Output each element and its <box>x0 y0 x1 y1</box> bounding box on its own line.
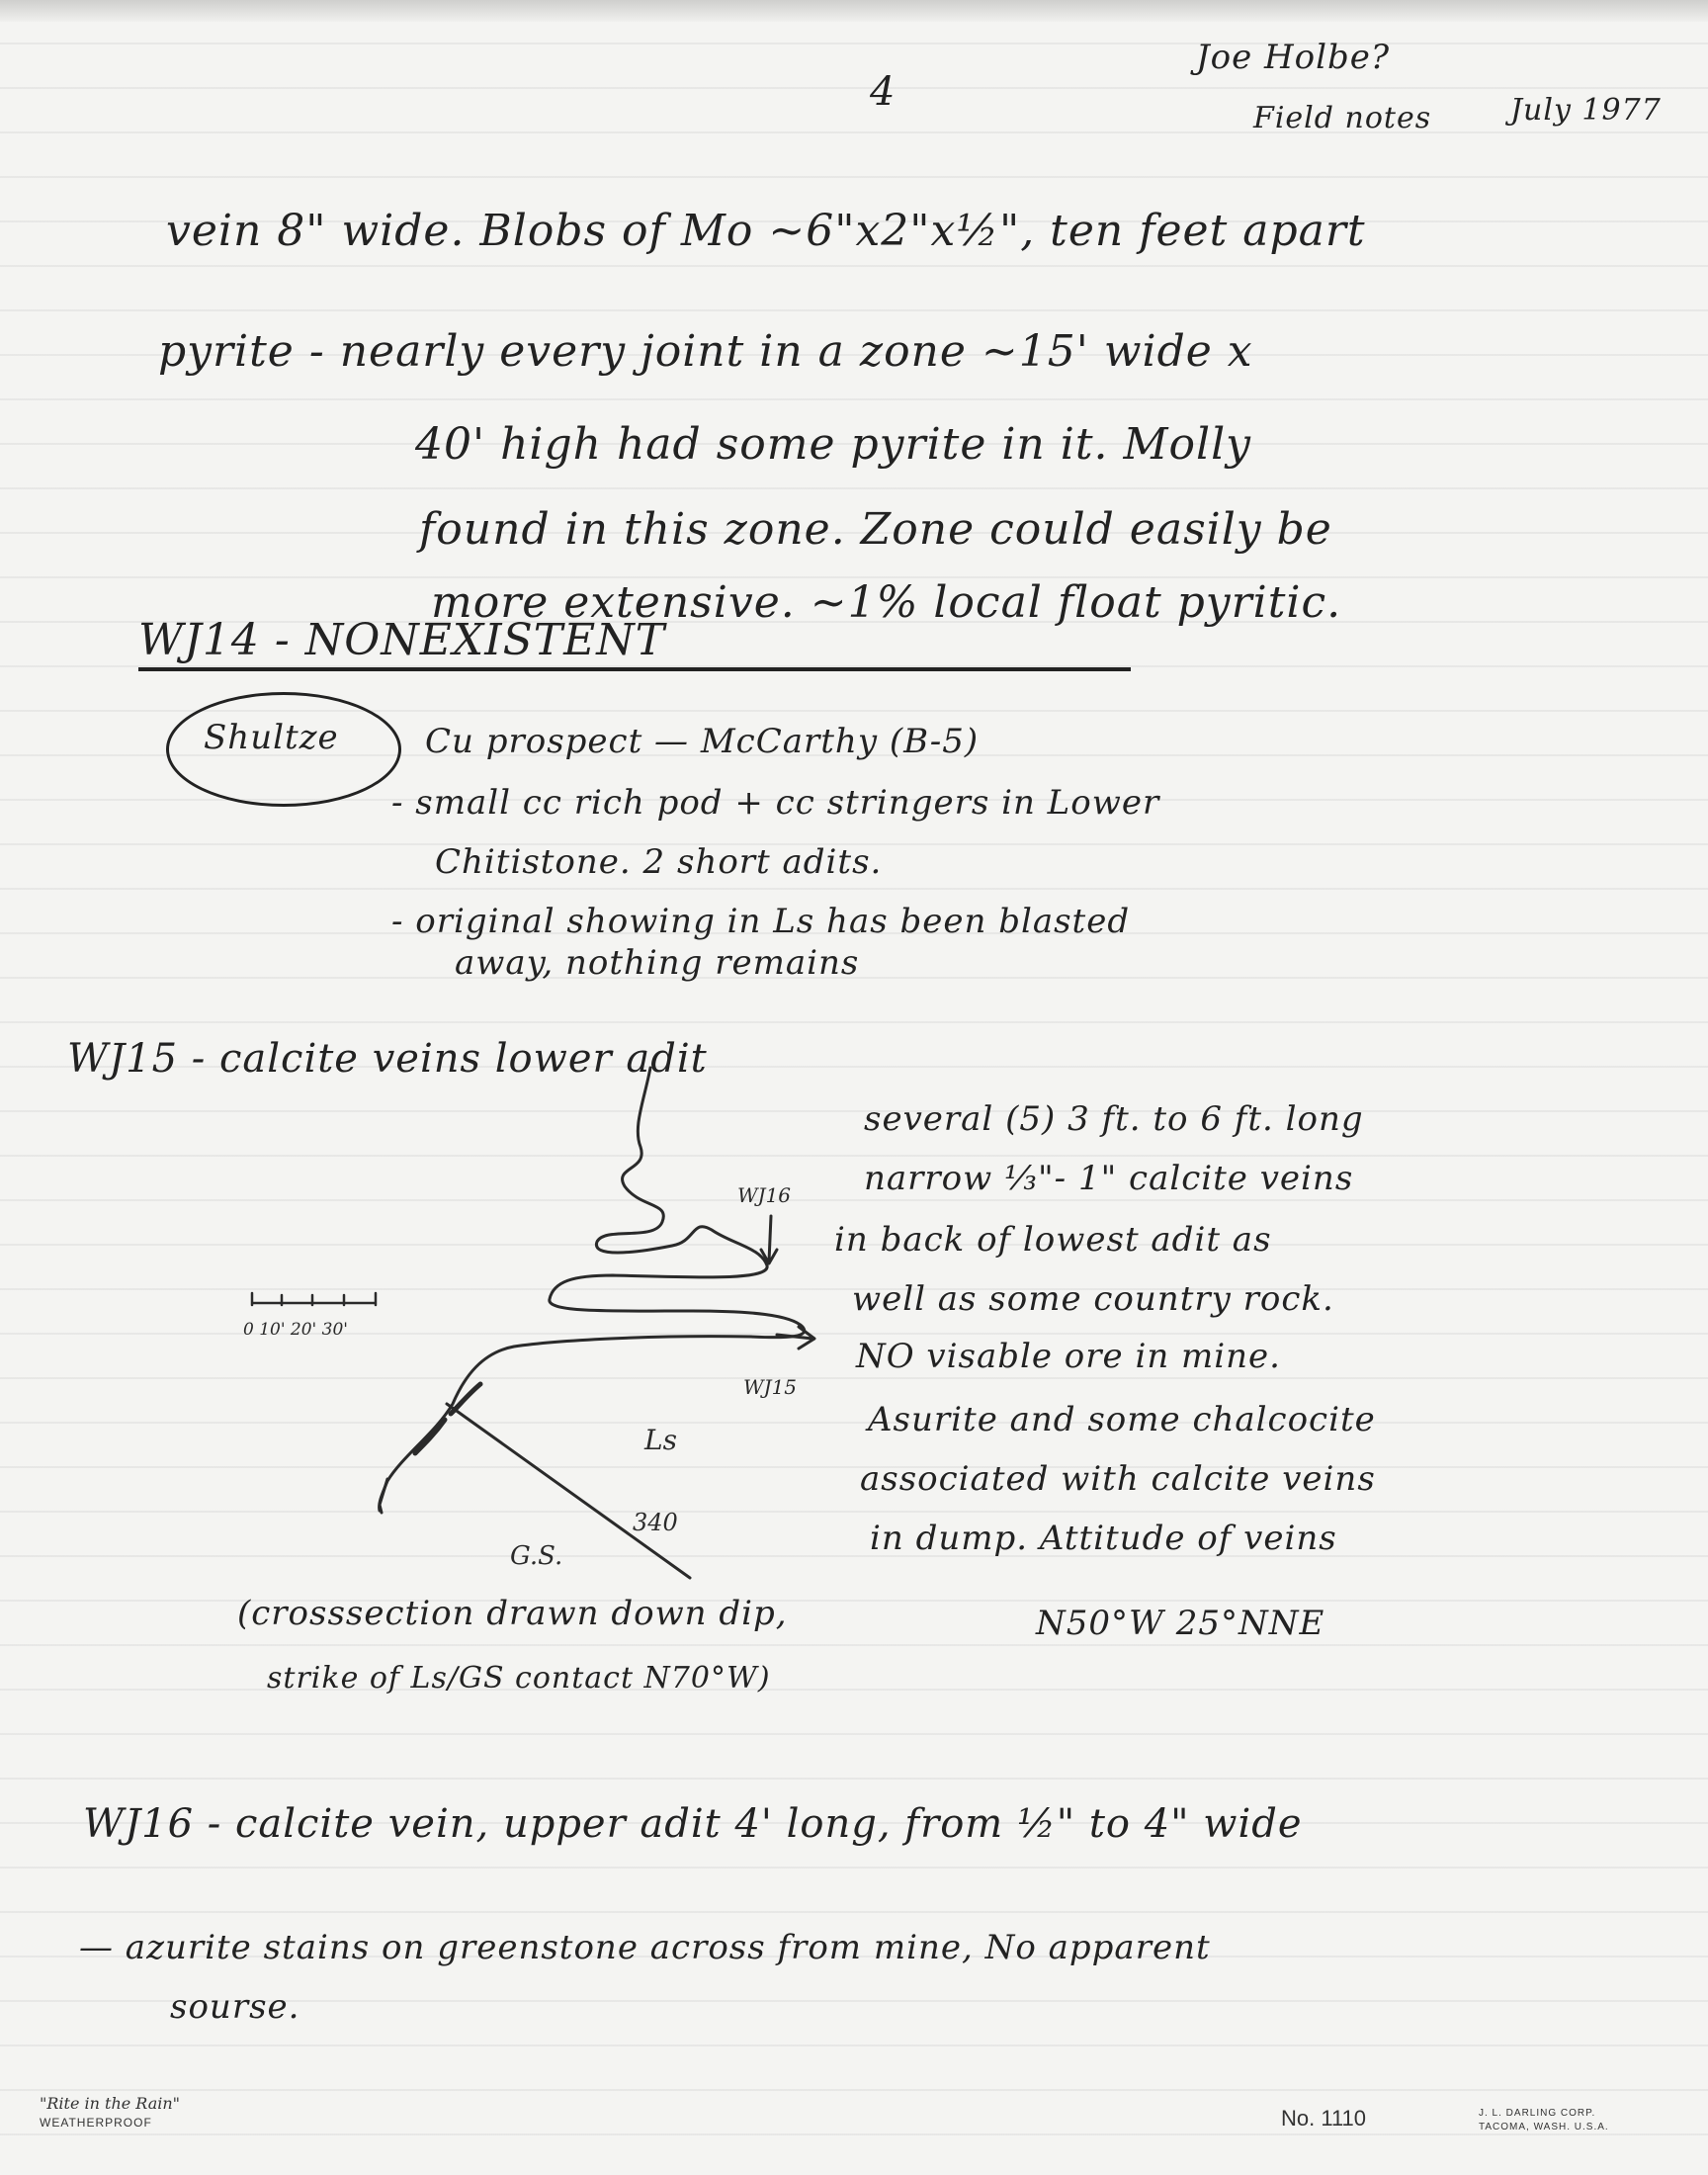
note-line-3: 40' high had some pyrite in it. Molly <box>415 419 1252 470</box>
notebook-number: No. 1110 <box>1281 2106 1367 2131</box>
sketch-label-gs: G.S. <box>510 1541 563 1571</box>
wj15-line-4: well as some country rock. <box>852 1279 1334 1319</box>
note-line-1: vein 8" wide. Blobs of Mo ~6"x2"x½", ten feet apart <box>166 206 1366 256</box>
shulze-line-2: - small cc rich pod + cc stringers in Lower <box>391 783 1160 823</box>
shulze-line-3: Chitistone. 2 short adits. <box>435 842 883 882</box>
sketch-label-wj16: WJ16 <box>737 1183 792 1207</box>
note-line-5: more extensive. ~1% local float pyritic. <box>431 577 1342 628</box>
wj15-attitude: N50°W 25°NNE <box>1036 1604 1325 1643</box>
sketch-caption-1: (crosssection drawn down dip, <box>237 1594 788 1633</box>
wj15-line-6: Asurite and some chalcocite <box>868 1400 1376 1439</box>
wj15-line-7: associated with calcite veins <box>860 1459 1376 1499</box>
shulze-line-1: Cu prospect — McCarthy (B-5) <box>425 722 980 761</box>
shulze-line-5: away, nothing remains <box>455 943 860 983</box>
wj15-line-5: NO visable ore in mine. <box>856 1337 1281 1376</box>
wj15-line-3: in back of lowest adit as <box>834 1220 1272 1260</box>
brand-subtitle: WEATHERPROOF <box>40 2116 152 2130</box>
brand-logo-text: "Rite in the Rain" <box>40 2094 181 2113</box>
wj15-heading: WJ15 - calcite veins lower adit <box>67 1036 708 1082</box>
adit-outline <box>380 1068 805 1511</box>
sketch-caption-2: strike of Ls/GS contact N70°W) <box>267 1661 771 1696</box>
wj14-heading: WJ14 - NONEXISTENT <box>138 615 1131 671</box>
note-line-2: pyrite - nearly every joint in a zone ~15' wide x <box>158 326 1253 377</box>
ground-line <box>380 1479 387 1513</box>
scale-bar <box>252 1293 376 1305</box>
date-label: July 1977 <box>1510 93 1662 128</box>
shulze-name: Shultze <box>204 718 339 757</box>
maker-line-2: TACOMA, WASH. U.S.A. <box>1479 2122 1609 2132</box>
sketch-label-340: 340 <box>633 1509 678 1536</box>
wj15-line-8: in dump. Attitude of veins <box>870 1519 1337 1558</box>
wj16-heading: WJ16 - calcite vein, upper adit 4' long, from ½" to 4" wide <box>83 1801 1303 1847</box>
author-note: Joe Holbe? <box>1196 38 1391 77</box>
sketch-label-wj15: WJ15 <box>743 1375 798 1399</box>
field-notes-label: Field notes <box>1253 101 1432 135</box>
page-number: 4 <box>870 69 897 115</box>
contact-zone <box>415 1384 480 1453</box>
wj16-arrow <box>761 1216 777 1263</box>
note-line-4: found in this zone. Zone could easily be <box>419 504 1332 555</box>
maker-line-1: J. L. DARLING CORP. <box>1479 2108 1596 2119</box>
wj16-line-1: — azurite stains on greenstone across from mine, No apparent <box>79 1928 1211 1967</box>
sketch-scale-label: 0 10' 20' 30' <box>243 1320 348 1340</box>
shulze-line-4: - original showing in Ls has been blasted <box>391 902 1131 941</box>
wj15-line-1: several (5) 3 ft. to 6 ft. long <box>864 1099 1364 1139</box>
wj16-line-2: sourse. <box>170 1987 300 2027</box>
wj15-line-2: narrow ⅓"- 1" calcite veins <box>864 1159 1354 1198</box>
sketch-label-ls: Ls <box>644 1424 677 1456</box>
